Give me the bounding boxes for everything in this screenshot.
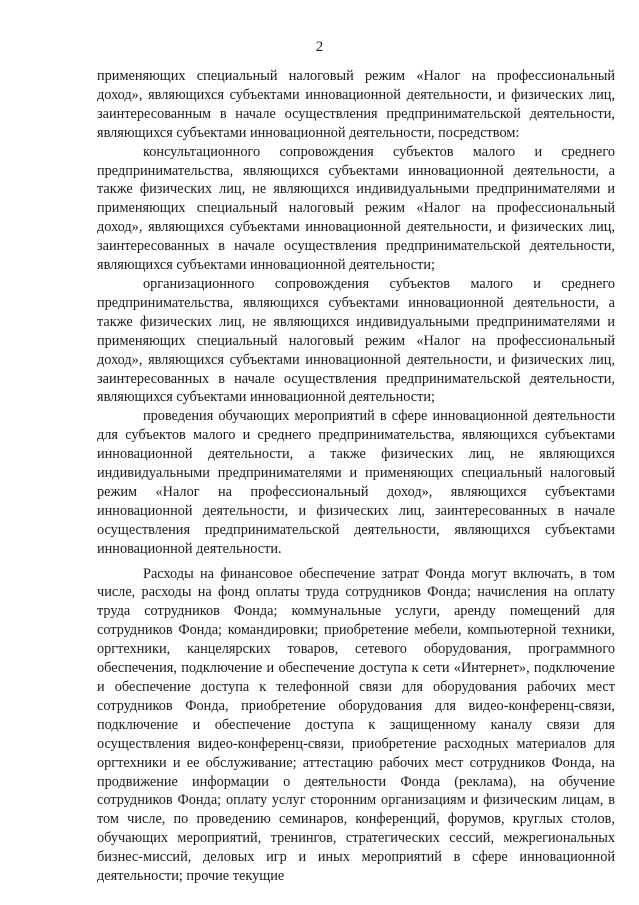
paragraph-organizational-support: организационного сопровождения субъектов малого и среднего предпринимательства, являющихся субъектами инновационной деятельности, а также физических лиц, не являющихся индивидуальными предпринимателями и применяющих специальный налоговый режим «Налог на профессиональный доход», являющихся субъектами инновационной деятельности, и физических лиц, заинтересованных в начале осуществления предпринимательской деятельности, являющихся субъектами инновационной деятельности; (97, 275, 615, 406)
paragraph-continuation: применяющих специальный налоговый режим «Налог на профессиональный доход», являющихся субъектами инновационной деятельности, и физических лиц, заинтересованным в начале осуществления предпринимательской деятельности, являющихся субъектами инновационной деятельности, посредством: (97, 68, 615, 141)
paragraph-training-events: проведения обучающих мероприятий в сфере инновационной деятельности для субъектов малого и среднего предпринимательства, являющихся субъектами инновационной деятельности, а также физических лиц, не являющихся индивидуальными предпринимателями и применяющих специальный налоговый режим «Налог на профессиональный доход», являющихся субъектами инновационной деятельности, и физических лиц, заинтересованных в начале осуществления предпринимательской деятельности, являющихся субъектами инновационной деятельности. (97, 408, 615, 557)
paragraph-fund-expenses: Расходы на финансовое обеспечение затрат Фонда могут включать, в том числе, расходы на фонд оплаты труда сотрудников Фонда; начисления на оплату труда сотрудников Фонда; коммунальные услуги, аренду помещений для сотрудников Фонда; командировки; приобретение мебели, компьютерной техники, оргтехники, канцелярских товаров, сетевого оборудования, программного обеспечения, подключение и обеспечение доступа к сети «Интернет», подключение и обеспечение доступа к телефонной связи для оборудования рабочих мест сотрудников Фонда, приобретение оборудования для видео-конференц-связи, подключение и обеспечение доступа к защищенному каналу связи для осуществления видео-конференц-связи, приобретение расходных материалов для оргтехники и ее обслуживание; аттестацию рабочих мест сотрудников Фонда, на продвижение информации о деятельности Фонда (реклама), на обучение сотрудников Фонда; оплату услуг сторонним организациям и физическим лицам, в том числе, по проведению семинаров, конференций, форумов, круглых столов, обучающих мероприятий, тренингов, стратегических сессий, межрегиональных бизнес-миссий, деловых игр и иных мероприятий в сфере инновационной деятельности; прочие текущие (97, 565, 615, 885)
document-body (97, 67, 615, 886)
paragraph-consulting-support: консультационного сопровождения субъектов малого и среднего предпринимательства, являющихся субъектами инновационной деятельности, а также физических лиц, не являющихся индивидуальными предпринимателями и применяющих специальный налоговый режим «Налог на профессиональный доход», являющихся субъектами инновационной деятельности, и физических лиц, заинтересованных в начале осуществления предпринимательской деятельности, являющихся субъектами инновационной деятельности; (97, 143, 615, 274)
page-number: 2 (315, 39, 324, 55)
